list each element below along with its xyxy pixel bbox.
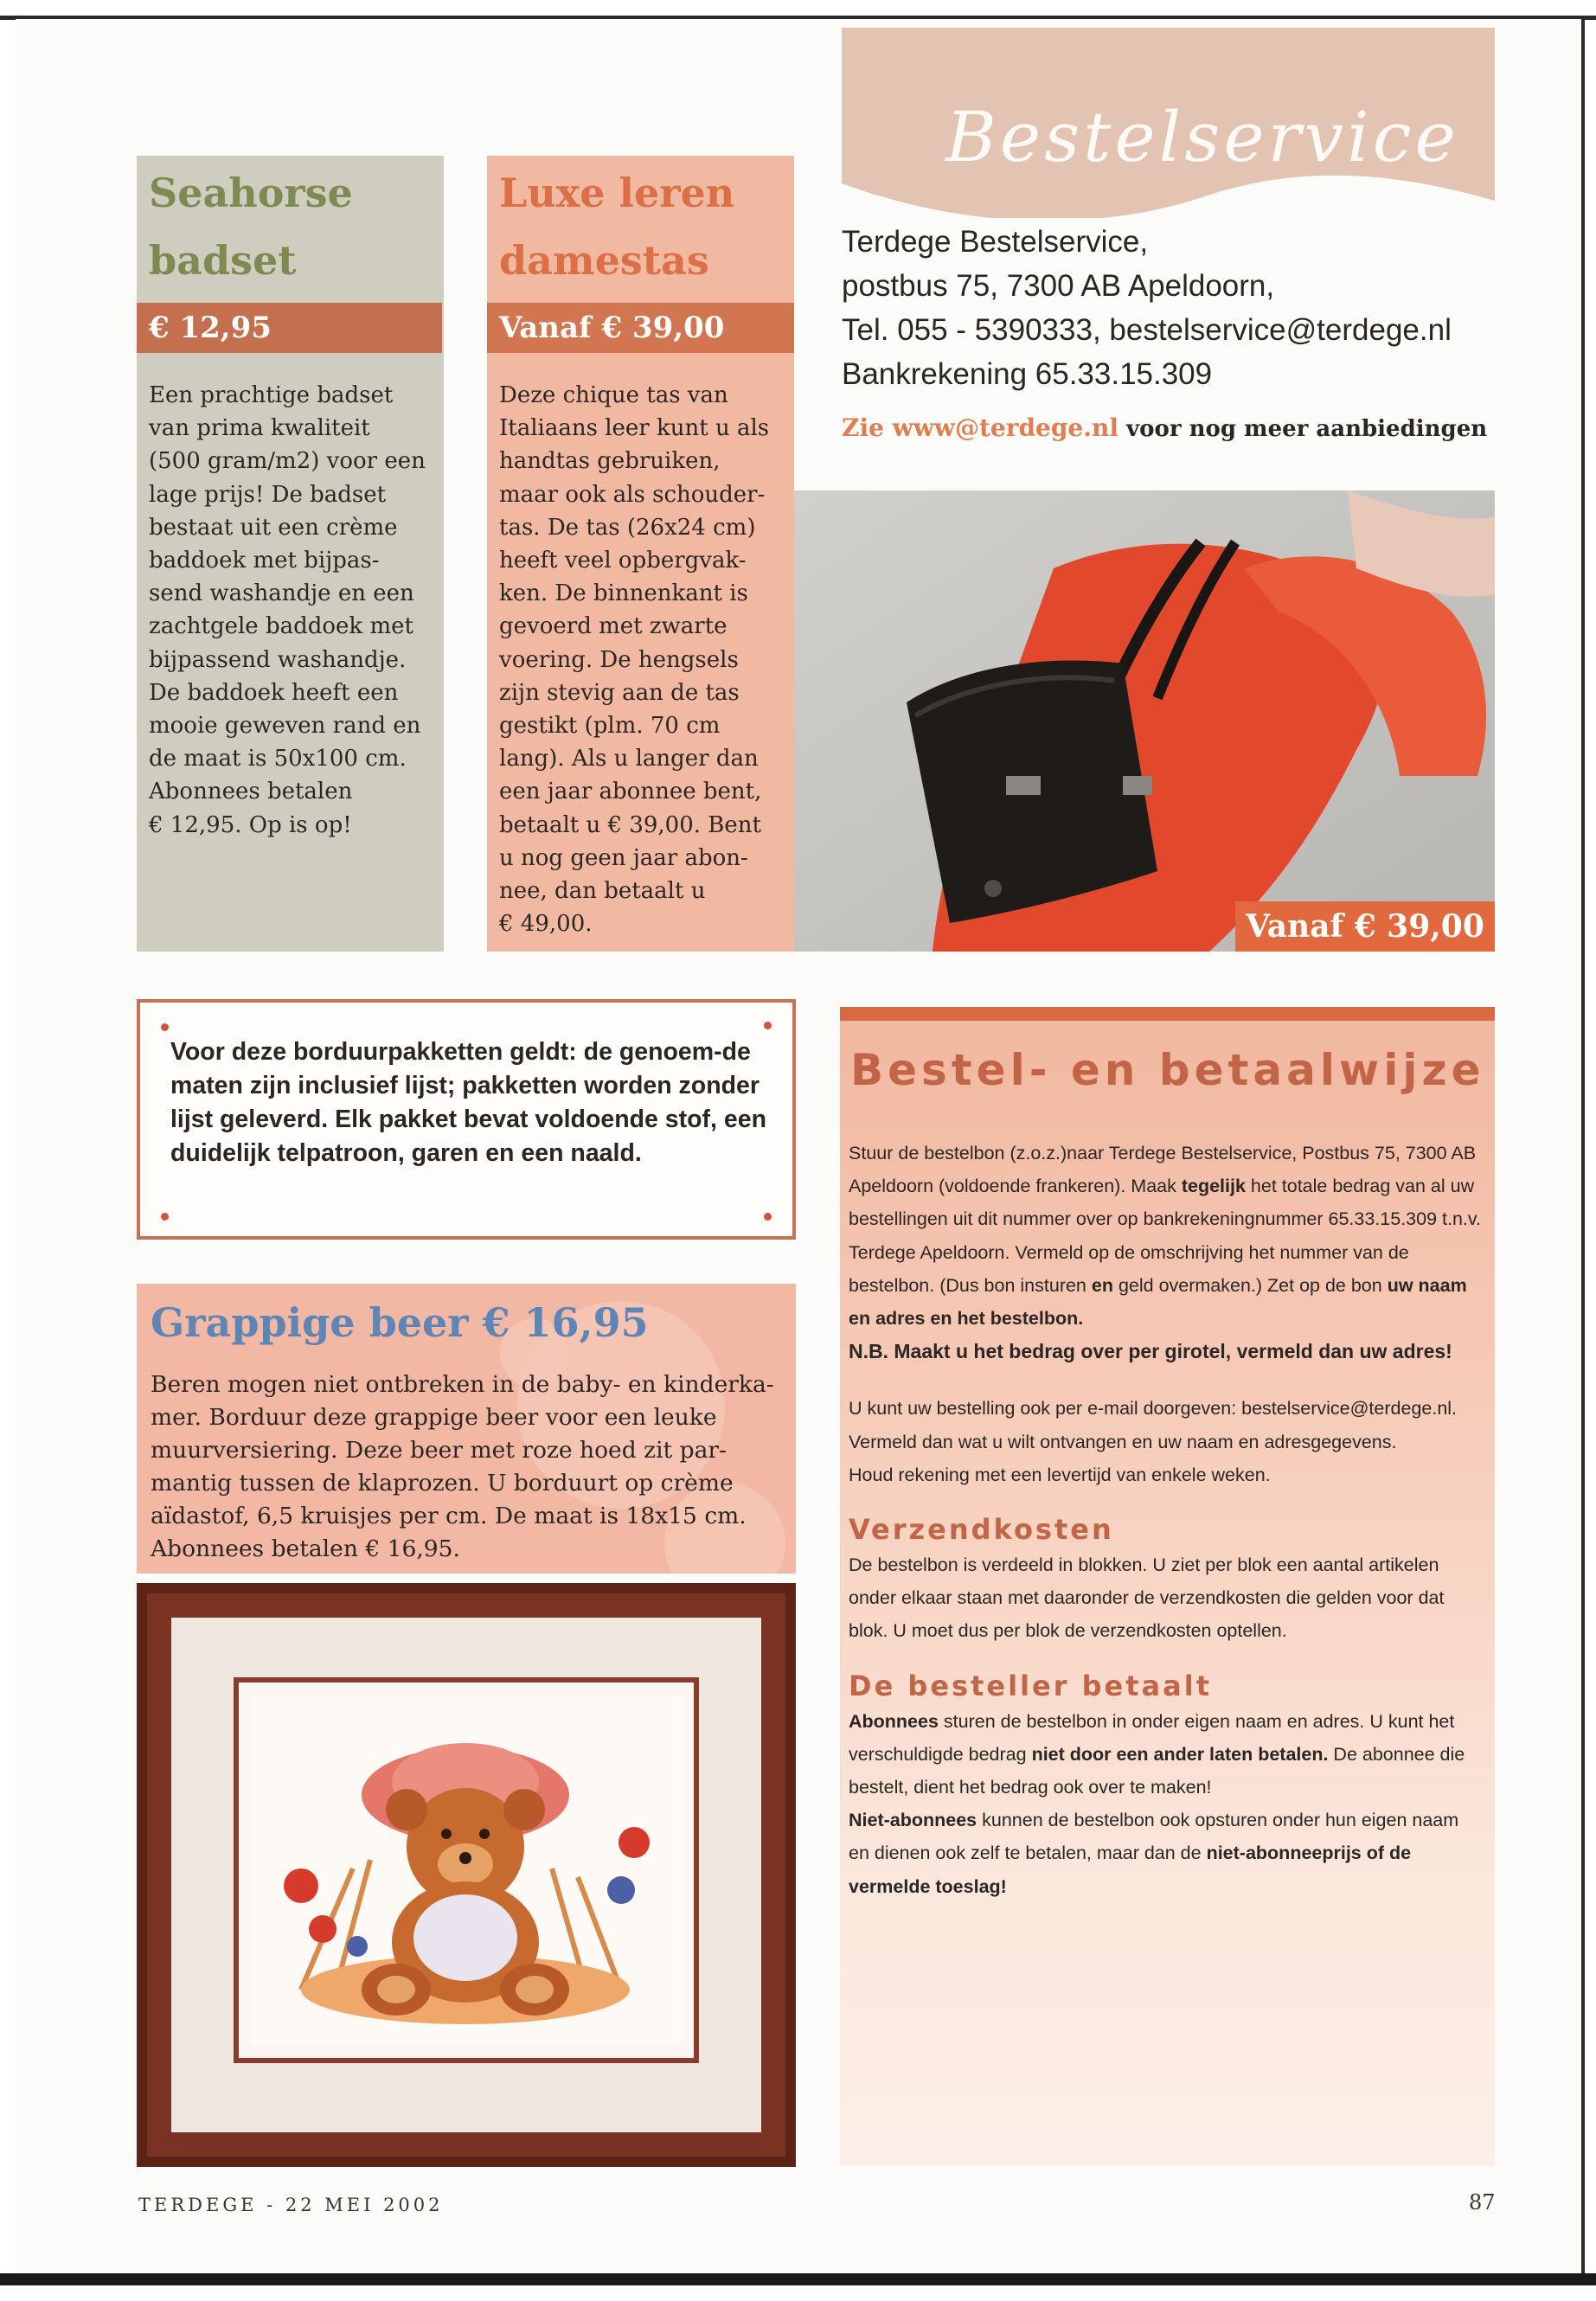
corner-dot bbox=[764, 1022, 772, 1029]
text-span: De abonnee die bestelt, dient het bedrag ook over te maken! bbox=[849, 1743, 1465, 1798]
website-line bbox=[842, 413, 1487, 442]
bold-text: niet door een ander laten betalen. bbox=[1031, 1743, 1329, 1765]
email-paragraph: U kunt uw bestelling ook per e-mail doorgeven: bestelservice@terdege.nl. Vermeld dan wat u wilt ontvangen en uw naam en adresgegevens. bbox=[849, 1398, 1458, 1452]
abonnees-paragraph bbox=[849, 1705, 1484, 1804]
address-line: Bankrekening 65.33.15.309 bbox=[842, 357, 1213, 391]
seahorse-title-line2: badset bbox=[149, 237, 297, 284]
bold-text: niet-abonneeprijs of de vermelde toeslag! bbox=[849, 1843, 1412, 1897]
corner-dot bbox=[764, 1213, 772, 1221]
bold-text: tegelijk bbox=[1181, 1176, 1246, 1197]
damestas-title bbox=[499, 159, 734, 294]
corner-dot bbox=[161, 1023, 169, 1031]
footer-issue: TERDEGE - 22 MEI 2002 bbox=[138, 2195, 444, 2215]
seahorse-title-line1: Seahorse bbox=[149, 170, 353, 216]
nb-note: N.B. Maakt u het bedrag over per girotel, vermeld dan uw adres! bbox=[849, 1340, 1452, 1363]
bestel-betaalwijze-panel bbox=[840, 1007, 1495, 2166]
bear-embroidery-illustration bbox=[137, 1583, 796, 2167]
embroidery-notice-box bbox=[137, 999, 796, 1240]
bold-text: Abonnees bbox=[849, 1710, 939, 1732]
damestas-title-line2: damestas bbox=[499, 237, 709, 284]
bestelwijze-title: Bestel- en betaalwijze bbox=[850, 1045, 1485, 1095]
bold-text: uw naam en adres en het bestelbon. bbox=[849, 1274, 1467, 1330]
damestas-description: Deze chique tas van Italiaans leer kunt u als handtas gebruiken, maar ook als schouder- tas. De tas (26x24 cm) heeft veel opbergvak- ken. De binnenkant is gevoerd met zwarte voering. De hengsels zijn stevig aan de tas gestikt (plm. 70 cm lang). Als u langer dan een jaar abonnee bent, betaalt u € 39,00. Bent u nog geen jaar abon- nee, dan betaalt u € 49,00. bbox=[499, 382, 770, 938]
bestelservice-banner bbox=[842, 28, 1495, 218]
seahorse-badset-column bbox=[137, 156, 444, 952]
bestelservice-address bbox=[842, 220, 1499, 396]
bestelwijze-paragraph-1 bbox=[849, 1137, 1484, 1335]
notice-text: Voor deze borduurpakketten geldt: de genoem-de maten zijn inclusief lijst; pakketten worden zonder lijst geleverd. Elk pakket bevat voldoende stof, een duidelijk telpatroon, garen en een naald. bbox=[170, 1038, 766, 1167]
corner-dot bbox=[161, 1213, 169, 1221]
handbag-photo-illustration bbox=[794, 490, 1495, 952]
text-span: kunnen de bestelbon ook opsturen onder hun eigen naam en dienen ook zelf te betalen, maar dan de bbox=[849, 1810, 1459, 1864]
damestas-title-line1: Luxe leren bbox=[499, 170, 735, 216]
damestas-column bbox=[487, 156, 794, 952]
besteller-betaalt-heading: De besteller betaalt bbox=[849, 1669, 1212, 1702]
bestelservice-script-title: Bestelservice bbox=[945, 97, 1459, 177]
beer-description: Beren mogen niet ontbreken in de baby- en kinderka-mer. Borduur deze grappige beer voor een leuke muurversiering. Deze beer met roze hoed zit par-mantig tussen de klaprozen. U borduurt op crème aïdastof, 6,5 kruisjes per cm. De maat is 18x15 cm. Abonnees betalen € 16,95. bbox=[151, 1371, 774, 1562]
handbag-photo bbox=[794, 490, 1495, 952]
delivery-time: Houd rekening met een levertijd van enkele weken. bbox=[849, 1464, 1271, 1485]
verzendkosten-text: De bestelbon is verdeeld in blokken. U ziet per blok een aantal artikelen onder elkaar staan met daaronder de verzendkosten die gelden voor dat blok. U moet dus per blok de verzendkosten optellen. bbox=[849, 1554, 1445, 1642]
grappige-beer-section bbox=[137, 1284, 796, 1574]
seahorse-price: € 12,95 bbox=[137, 303, 442, 353]
text-span: Stuur de bestelbon (z.o.z.)naar Terdege Bestelservice, Postbus 75, 7300 AB Apeldoorn (voldoende frankeren). Maak bbox=[849, 1143, 1477, 1197]
seahorse-title bbox=[149, 159, 353, 294]
website-link[interactable]: Zie www@terdege.nl bbox=[842, 413, 1118, 442]
bestelwijze-body bbox=[849, 1137, 1484, 1903]
magazine-page bbox=[16, 19, 1581, 2277]
damestas-price: Vanaf € 39,00 bbox=[487, 303, 794, 353]
verzendkosten-heading: Verzendkosten bbox=[849, 1513, 1114, 1547]
beer-title: Grappige beer € 16,95 bbox=[151, 1299, 649, 1346]
address-line: postbus 75, 7300 AB Apeldoorn, bbox=[842, 269, 1275, 303]
bottom-border bbox=[0, 2273, 1596, 2285]
bold-text: en bbox=[1091, 1274, 1113, 1296]
photo-price-badge: Vanaf € 39,00 bbox=[1235, 901, 1495, 952]
panel-top-bar bbox=[840, 1007, 1495, 1021]
bold-text: Niet-abonnees bbox=[849, 1810, 977, 1831]
address-line: Terdege Bestelservice, bbox=[842, 225, 1149, 259]
niet-abonnees-paragraph bbox=[849, 1804, 1484, 1903]
framed-bear-embroidery bbox=[137, 1583, 796, 2167]
seahorse-description: Een prachtige badset van prima kwaliteit (500 gram/m2) voor een lage prijs! De badset bestaat uit een crème baddoek met bijpas- send washandje en een zachtgele baddoek met bijpassend washandje. De baddoek heeft een mooie geweven rand en de maat is 50x100 cm. Abonnees betalen € 12,95. Op is op! bbox=[149, 382, 426, 838]
text-span: geld overmaken.) Zet op de bon bbox=[1112, 1274, 1388, 1296]
text-span: sturen de bestelbon in onder eigen naam en adres. U kunt het verschuldigde bedrag bbox=[849, 1710, 1455, 1765]
address-line: Tel. 055 - 5390333, bestelservice@terdege.nl bbox=[842, 313, 1452, 347]
page-number: 87 bbox=[1469, 2190, 1496, 2214]
text-span: het totale bedrag van al uw bestellingen uit dit nummer over op bankrekeningnummer 65.33.15.309 t.n.v. Terdege Apeldoorn. Vermeld op de omschrijving het nummer van de bestelbon. (Dus bon insturen bbox=[849, 1176, 1482, 1296]
spacer bbox=[849, 1368, 1484, 1392]
website-suffix: voor nog meer aanbiedingen bbox=[1118, 416, 1488, 442]
